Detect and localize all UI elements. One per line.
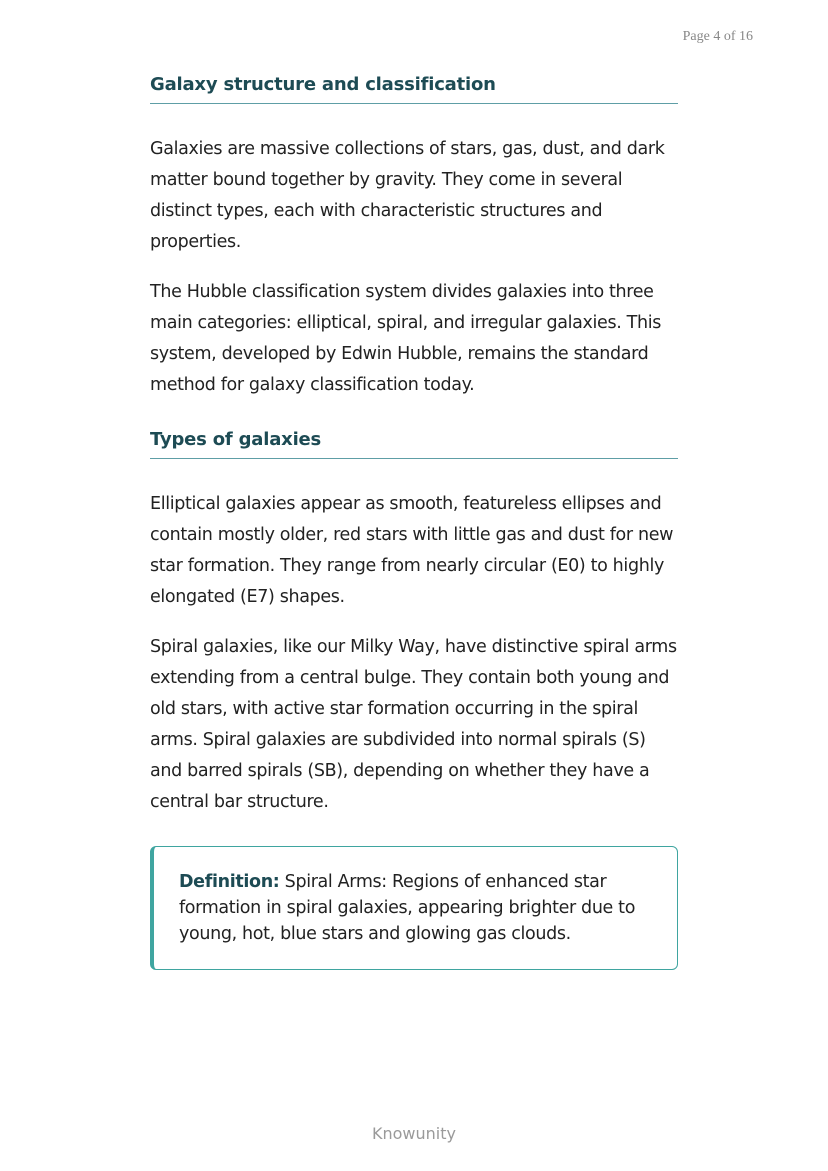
definition-text (179, 869, 653, 947)
document-content (150, 74, 678, 970)
definition-label: Definition: (179, 872, 280, 892)
section-heading-galaxy-structure: Galaxy structure and classification (150, 74, 678, 104)
footer-brand: Knowunity (372, 1124, 456, 1143)
paragraph: Spiral galaxies, like our Milky Way, have distinctive spiral arms extending from a central bulge. They contain both young and old stars, with active star formation occurring in the spiral arms. Spiral galaxies are subdivided into normal spirals (S) and barred spirals (SB), depending on whether they have a central bar structure. (150, 637, 677, 812)
paragraph: Galaxies are massive collections of stars, gas, dust, and dark matter bound together by gravity. They come in several distinct types, each with characteristic structures and properties. (150, 139, 665, 252)
section-heading-types-of-galaxies: Types of galaxies (150, 429, 678, 459)
definition-body: Spiral Arms: Regions of enhanced star formation in spiral galaxies, appearing brighter due to young, hot, blue stars and glowing gas clouds. (179, 872, 636, 944)
definition-box (150, 846, 678, 970)
paragraph: The Hubble classification system divides galaxies into three main categories: elliptical, spiral, and irregular galaxies. This system, developed by Edwin Hubble, remains the standard method for galaxy classification today. (150, 282, 662, 395)
paragraph: Elliptical galaxies appear as smooth, featureless ellipses and contain mostly older, red stars with little gas and dust for new star formation. They range from nearly circular (E0) to highly elongated (E7) shapes. (150, 494, 674, 607)
page-indicator: Page 4 of 16 (682, 29, 753, 44)
